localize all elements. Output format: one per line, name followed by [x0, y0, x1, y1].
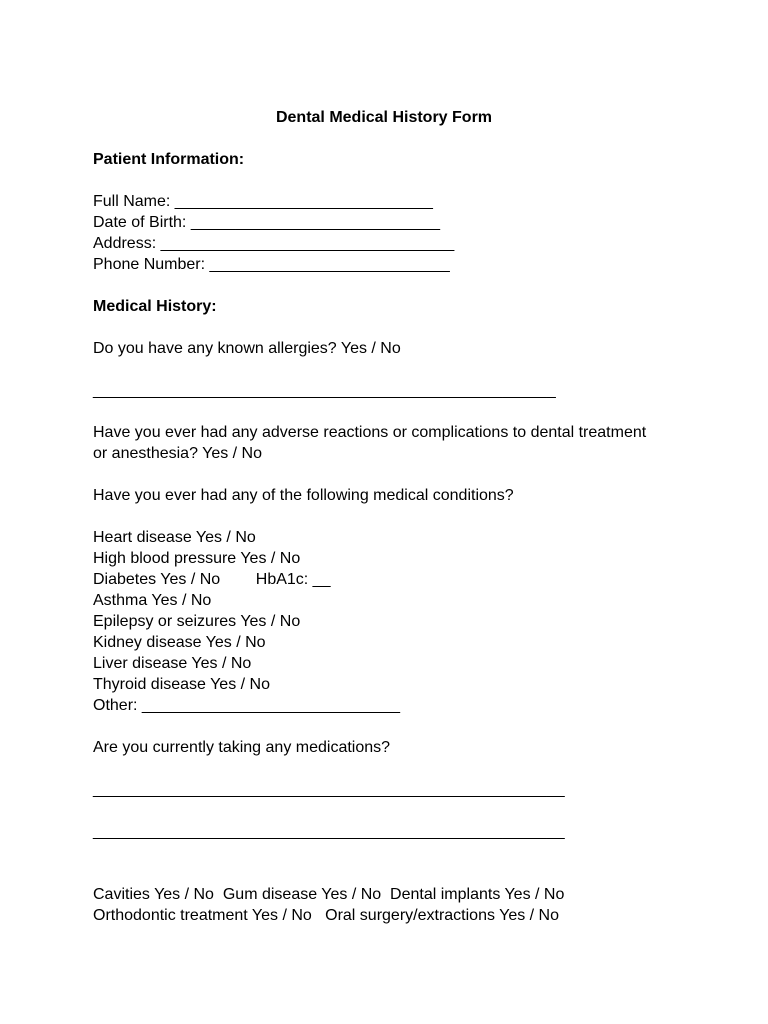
- date-of-birth-field[interactable]: Date of Birth: ____________________________: [93, 214, 440, 231]
- address-field[interactable]: Address: _________________________________: [93, 235, 455, 252]
- phone-number-field[interactable]: Phone Number: ___________________________: [93, 256, 450, 273]
- condition-kidney-disease: Kidney disease Yes / No: [93, 634, 266, 651]
- dental-history-line1: Cavities Yes / No Gum disease Yes / No Dental implants Yes / No: [93, 886, 565, 903]
- condition-heart-disease: Heart disease Yes / No: [93, 529, 256, 546]
- allergies-question: Do you have any known allergies? Yes / No: [93, 340, 401, 357]
- patient-information-heading: Patient Information:: [93, 151, 245, 168]
- condition-epilepsy: Epilepsy or seizures Yes / No: [93, 613, 301, 630]
- medical-conditions-question: Have you ever had any of the following medical conditions?: [93, 487, 514, 504]
- adverse-reactions-question-line1: Have you ever had any adverse reactions or complications to dental treatment: [93, 424, 647, 441]
- condition-liver-disease: Liver disease Yes / No: [93, 655, 252, 672]
- adverse-reactions-question-line2: or anesthesia? Yes / No: [93, 445, 263, 462]
- condition-thyroid-disease: Thyroid disease Yes / No: [93, 676, 270, 693]
- medications-answer-blank-1[interactable]: _____________________________________________________: [93, 781, 565, 798]
- dental-history-line2: Orthodontic treatment Yes / No Oral surgery/extractions Yes / No: [93, 907, 560, 924]
- allergies-answer-blank[interactable]: ____________________________________________________: [93, 382, 556, 399]
- form-title: Dental Medical History Form: [275, 109, 493, 126]
- condition-other-field[interactable]: Other: _____________________________: [93, 697, 400, 714]
- full-name-field[interactable]: Full Name: _____________________________: [93, 193, 433, 210]
- condition-diabetes: Diabetes Yes / No HbA1c: __: [93, 571, 331, 588]
- condition-asthma: Asthma Yes / No: [93, 592, 212, 609]
- medications-question: Are you currently taking any medications?: [93, 739, 391, 756]
- medical-history-heading: Medical History:: [93, 298, 217, 315]
- condition-high-blood-pressure: High blood pressure Yes / No: [93, 550, 301, 567]
- medications-answer-blank-2[interactable]: _____________________________________________________: [93, 823, 565, 840]
